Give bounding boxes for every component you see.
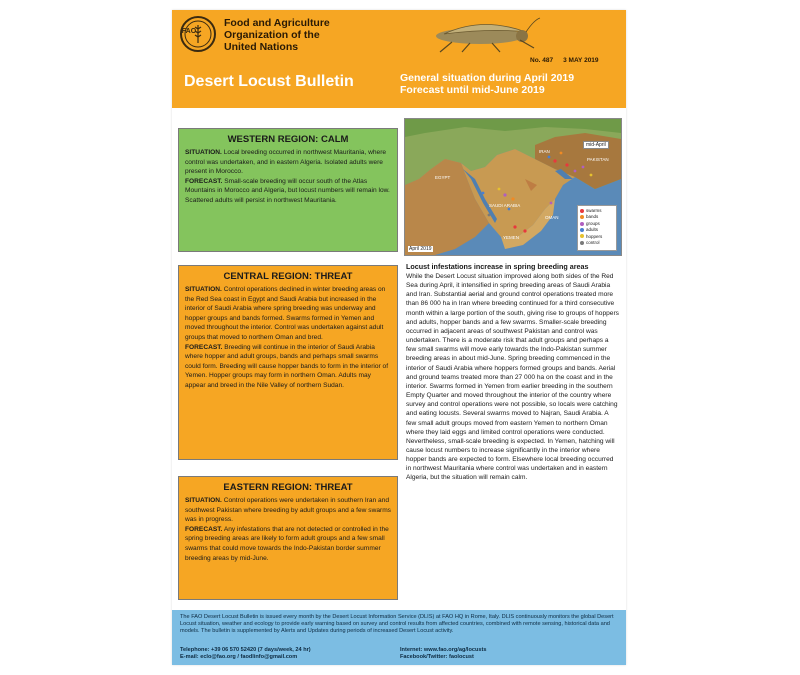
situation-text: Control operations were undertaken in southern Iran and southwest Pakistan where breeding by adult groups and a few swarms was in progress.	[185, 497, 391, 524]
general-situation-heading	[400, 72, 574, 96]
map-label-saudi-arabia: SAUDI ARABIA	[489, 203, 521, 208]
legend-label: hoppers	[586, 233, 603, 239]
logo-letters: FAO	[181, 28, 197, 35]
map-label-pakistan: PAKISTAN	[587, 157, 609, 162]
western-forecast	[185, 177, 391, 206]
eastern-forecast	[185, 525, 391, 563]
legend-swatch	[580, 222, 584, 226]
forecast-label: FORECAST.	[185, 177, 223, 185]
main-article	[406, 262, 620, 483]
map-label-iran: IRAN	[539, 149, 550, 154]
bulletin-header	[172, 10, 626, 108]
central-forecast	[185, 343, 391, 391]
footer-internet: Internet: www.fao.org/ag/locusts	[400, 647, 487, 653]
western-region-box	[178, 128, 398, 252]
eastern-situation	[185, 496, 391, 525]
footer-contact	[180, 647, 311, 661]
legend-label: bands	[586, 214, 599, 220]
legend-swatch	[580, 234, 584, 238]
map-label-yemen: YEMEN	[503, 235, 520, 240]
legend-label: control	[586, 240, 600, 246]
issue-info	[530, 57, 599, 64]
article-heading: Locust infestations increase in spring breeding areas	[406, 262, 589, 271]
map-inset-label: mid-April	[583, 141, 609, 149]
legend-swatch	[580, 228, 584, 232]
situation-text: Control operations declined in winter breeding areas on the Red Sea coast in Egypt and Saudi Arabia but increased in the interior of Saudi Arabia where spring breeding was underway and hopper groups and bands formed. Swarms formed in Yemen and moved throughout the interior. Control was undertaken against adult groups that moved to northern Oman and bred.	[185, 286, 386, 341]
bulletin-page	[172, 10, 626, 665]
situation-label: SITUATION.	[185, 149, 222, 156]
footer-description: The FAO Desert Locust Bulletin is issued every month by the Desert Locust Information Service (DLIS) at FAO HQ in Rome, Italy. DLIS continuously monitors the global Desert Locust situation, weather and ecology to provide early warning based on survey and control results from affected countries, combined with remote sensing, historical data and models. The bulletin is supplemented by Alerts and Updates during periods of increased Desert Locust activity.	[180, 614, 614, 635]
article-body: While the Desert Locust situation improved along both sides of the Red Sea during April, it intensified in spring breeding areas of Saudi Arabia and Iran. Substantial aerial and ground control operations treated more than 86 000 ha in Iran where breeding continued for a third consecutive month within a large portion of the south, giving rise to groups of hoppers and adults, hopper bands and a few swarms. Smaller-scale breeding occurred in adjacent areas of southwest Pakistan and control was undertaken. There is a moderate risk that adult groups and perhaps a few small swarms will move early towards the Indo-Pakistan summer breeding areas in about mid-June. Spring breeding commenced in the interior of Saudi Arabia where hoppers formed groups and bands. Aerial and ground teams treated more than 27 000 ha on the coast and in the interior. Swarms formed in Yemen from earlier breeding in the southern Empty Quarter and moved throughout the interior of the country where survey and control operations were not possible, so locals were catching and eating locusts. Several swarms moved to Najran, Saudi Arabia. A few small adult groups moved from eastern Yemen to northern Oman where they laid eggs and limited control operations were conducted. Nevertheless, small-scale breeding is expected. In Yemen, hatching will cause locust numbers to increase significantly in the interior where hopper bands are expected to form. Elsewhere local breeding occurred in northwest Mauritania where control was undertaken and in eastern Algeria, but the situation will remain calm.	[406, 273, 619, 482]
forecast-text: Small-scale breeding will occur south of the Atlas Mountains in Morocco and Algeria, but locust numbers will remain low. Scattered adults will persist in northwest Mauritania.	[185, 177, 390, 204]
footer-telephone: Telephone: +39 06 570 52420 (7 days/week, 24 hr)	[180, 647, 311, 653]
map-legend	[577, 205, 617, 251]
map-label-egypt: EGYPT	[435, 175, 451, 180]
forecast-text: Breeding will continue in the interior of Saudi Arabia where hopper and adult groups, bands and perhaps small swarms could form. Breeding will cause hopper bands to form in the interior of Yemen. Hopper groups may form in northern Oman. Adults may appear and breed in the Nile Valley of northern Sudan.	[185, 343, 389, 389]
forecast-line: Forecast until mid-June 2019	[400, 84, 545, 96]
situation-map	[404, 118, 622, 256]
situation-label: SITUATION.	[185, 286, 222, 293]
locust-illustration-icon	[422, 14, 542, 54]
legend-swatch	[580, 209, 584, 213]
eastern-region-box	[178, 476, 398, 600]
map-label-oman: OMAN	[545, 215, 559, 220]
forecast-label: FORECAST.	[185, 343, 223, 351]
central-situation	[185, 285, 391, 343]
org-line: Food and Agriculture	[224, 17, 330, 29]
central-region-box	[178, 265, 398, 460]
organization-name	[224, 17, 330, 53]
general-situation-line: General situation during April 2019	[400, 72, 575, 84]
issue-number: No. 487	[530, 57, 554, 64]
legend-label: adults	[586, 227, 599, 233]
bulletin-footer	[172, 610, 626, 665]
legend-swatch	[580, 215, 584, 219]
central-region-title: CENTRAL REGION: THREAT	[223, 271, 353, 282]
footer-social: Facebook/Twitter: faolocust	[400, 654, 474, 661]
forecast-label: FORECAST.	[185, 525, 223, 533]
legend-label: swarms	[586, 208, 602, 213]
org-line: United Nations	[224, 41, 299, 53]
situation-text: Local breeding occurred in northwest Mauritania, where control was undertaken, and in eastern Algeria. Isolated adults were present in Morocco.	[185, 149, 387, 176]
footer-email: E-mail: eclo@fao.org / faodlinfo@gmail.com	[180, 654, 298, 661]
western-region-title: WESTERN REGION: CALM	[227, 134, 349, 145]
legend-swatch	[580, 241, 584, 245]
forecast-text: Any infestations that are not detected or controlled in the spring breeding areas are likely to form adult groups and a few small swarms that could move towards the Indo-Pakistan border summer breeding areas by mid-June.	[185, 525, 389, 562]
legend-item	[580, 240, 614, 246]
legend-label: groups	[586, 220, 600, 226]
org-line: Organization of the	[224, 29, 320, 41]
western-situation	[185, 148, 391, 177]
issue-date: 3 MAY 2019	[563, 57, 599, 64]
footer-web	[400, 647, 487, 661]
bulletin-title: Desert Locust Bulletin	[184, 73, 354, 90]
map-date-label: April 2019	[409, 246, 432, 252]
situation-label: SITUATION.	[185, 497, 222, 504]
eastern-region-title: EASTERN REGION: THREAT	[223, 482, 353, 493]
